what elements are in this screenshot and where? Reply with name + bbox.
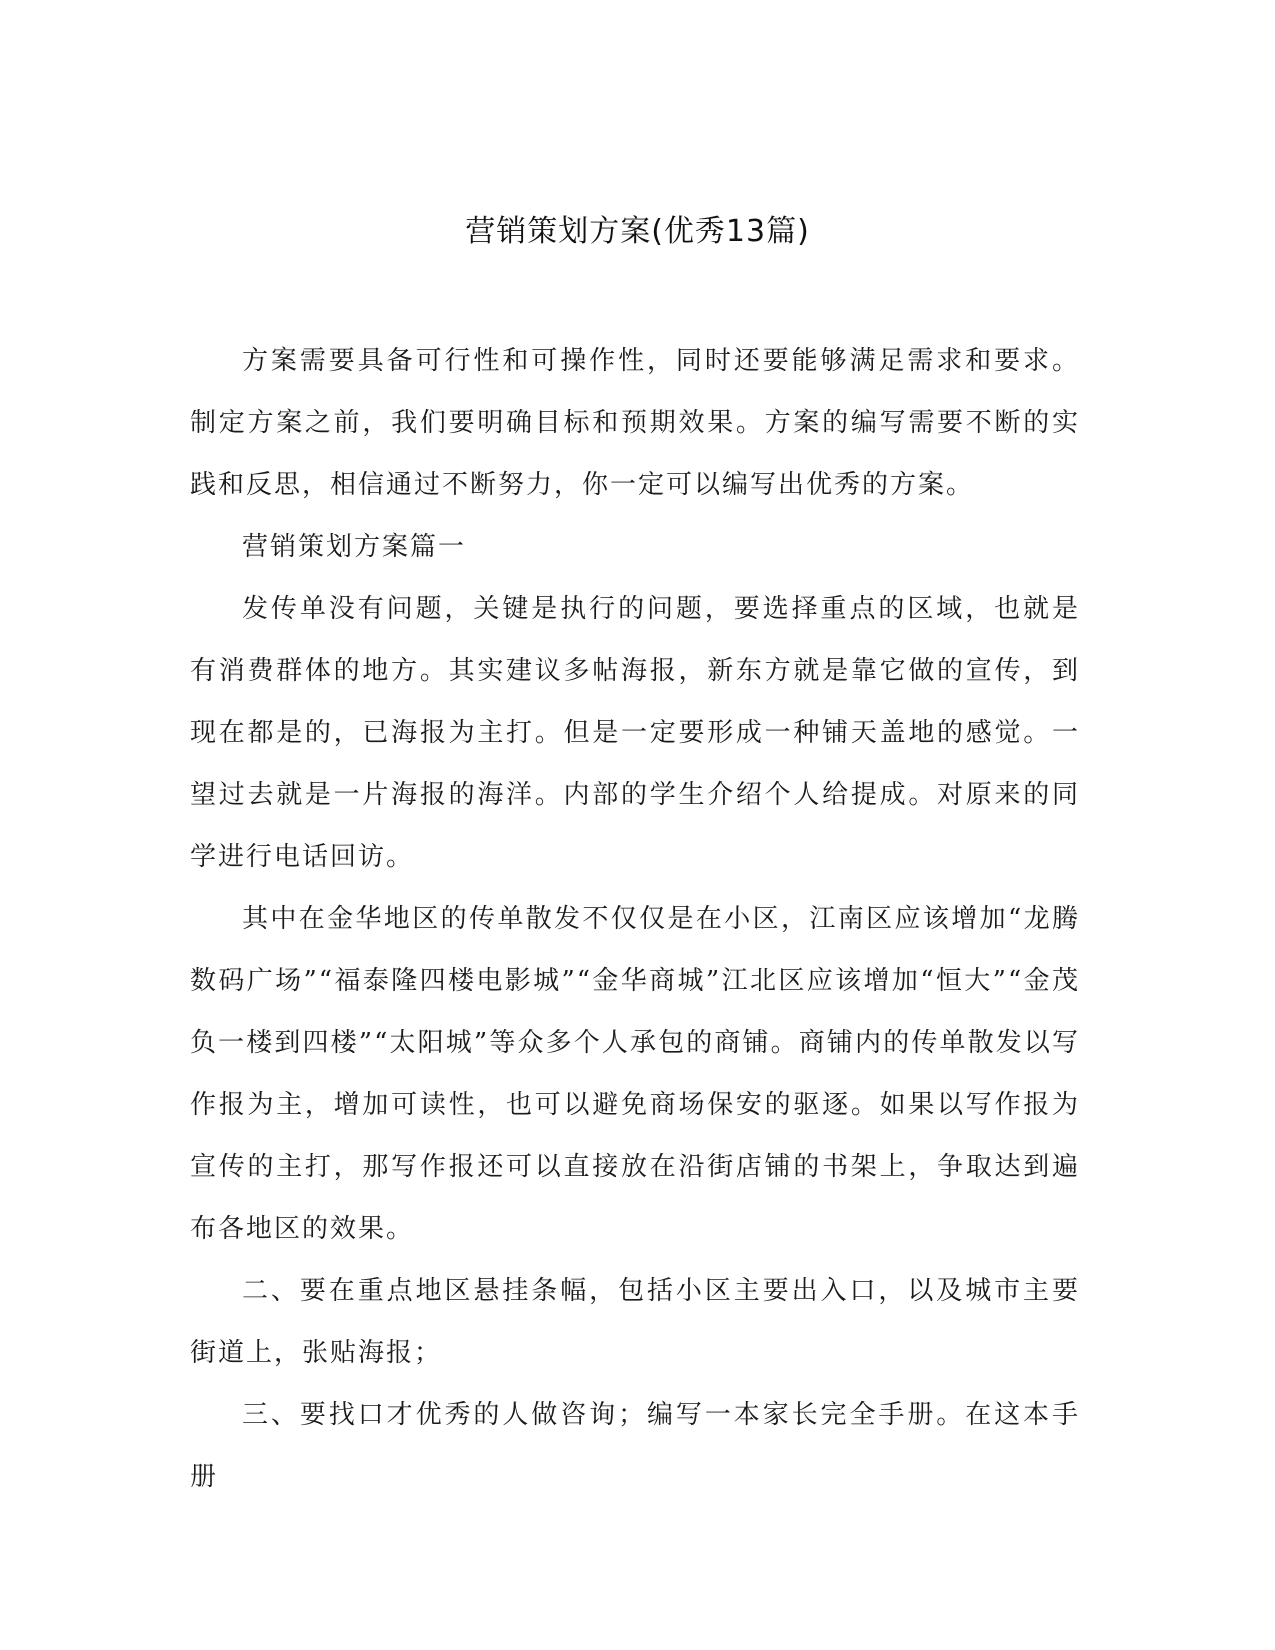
body-paragraph: 发传单没有问题，关键是执行的问题，要选择重点的区域，也就是有消费群体的地方。其实建议多帖海报，新东方就是靠它做的宣传，到现在都是的，已海报为主打。但是一定要形成一种铺天盖地的感觉。一望过去就是一片海报的海洋。内部的学生介绍个人给提成。对原来的同学进行电话回访。 xyxy=(190,594,1080,872)
document-body xyxy=(190,330,1080,1508)
body-paragraph: 三、要找口才优秀的人做咨询；编写一本家长完全手册。在这本手册 xyxy=(190,1400,1080,1492)
body-paragraph: 其中在金华地区的传单散发不仅仅是在小区，江南区应该增加“龙腾数码广场”“福泰隆四楼电影城”“金华商城”江北区应该增加“恒大”“金茂负一楼到四楼”“太阳城”等众多个人承包的商铺。商铺内的传单散发以写作报为主，增加可读性，也可以避免商场保安的驱逐。如果以写作报为宣传的主打，那写作报还可以直接放在沿街店铺的书架上，争取达到遍布各地区的效果。 xyxy=(190,904,1080,1244)
section-heading: 营销策划方案篇一 xyxy=(242,532,467,562)
intro-paragraph: 方案需要具备可行性和可操作性，同时还要能够满足需求和要求。制定方案之前，我们要明确目标和预期效果。方案的编写需要不断的实践和反思，相信通过不断努力，你一定可以编写出优秀的方案。 xyxy=(190,346,1080,500)
document-title: 营销策划方案(优秀13篇) xyxy=(465,214,810,249)
body-paragraph: 二、要在重点地区悬挂条幅，包括小区主要出入口，以及城市主要街道上，张贴海报； xyxy=(190,1276,1080,1368)
